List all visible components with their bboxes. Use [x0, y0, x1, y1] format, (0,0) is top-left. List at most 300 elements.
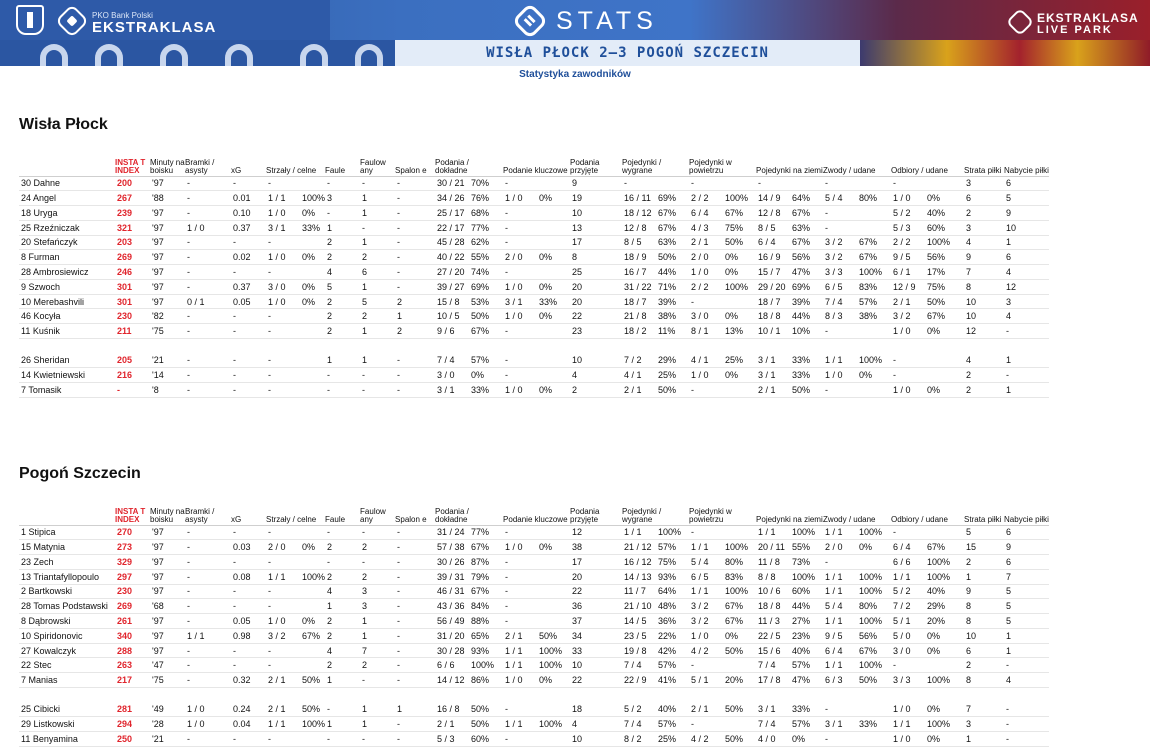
cell-offsides: - — [395, 220, 435, 235]
header-col-ground-duels[interactable]: Pojedynki na ziemi — [756, 498, 823, 525]
cell-player[interactable]: 7 Manias — [19, 673, 115, 688]
percent-value: 100% — [725, 193, 749, 204]
percent-value: 77% — [471, 222, 490, 233]
cell-tackles — [891, 383, 964, 398]
fraction-value: 2 / 1 — [268, 675, 286, 686]
percent-value: 67% — [725, 615, 744, 626]
header-col-fouls[interactable]: Faule — [325, 149, 360, 176]
cell-duels — [622, 614, 689, 629]
percent-value: 100% — [539, 660, 563, 671]
header-col-dribbles[interactable]: Zwody / udane — [823, 498, 891, 525]
percent-value: 40% — [658, 704, 677, 715]
cell-player[interactable]: 7 Tomasik — [19, 383, 115, 398]
cell-key-passes — [503, 324, 570, 339]
cell-shots — [266, 658, 325, 673]
fraction-value: 2 / 1 — [691, 704, 709, 715]
cell-player[interactable]: 22 Stec — [19, 658, 115, 673]
cell-ball-loss: 3 — [964, 220, 1004, 235]
cell-duels — [622, 658, 689, 673]
fraction-value: 7 / 4 — [624, 719, 642, 730]
header-col-ball-loss[interactable]: Strata piłki — [964, 149, 1004, 176]
cell-ball-gain: 1 — [1004, 628, 1049, 643]
cell-offsides: - — [395, 673, 435, 688]
percent-value: 44% — [792, 601, 811, 612]
percent-value: 44% — [658, 266, 677, 277]
header-col-dribbles[interactable]: Zwody / udane — [823, 149, 891, 176]
cell-shots — [266, 368, 325, 383]
cell-player[interactable]: 11 Benyamina — [19, 732, 115, 747]
percent-value: 63% — [658, 237, 677, 248]
cell-shots — [266, 294, 325, 309]
header-col-index[interactable]: INSTA T INDEX — [115, 498, 150, 525]
header-col-offsides[interactable]: Spalon e — [395, 498, 435, 525]
cell-offsides: 1 — [395, 309, 435, 324]
fraction-value: 19 / 8 — [624, 645, 647, 656]
fraction-value: 2 / 0 — [268, 542, 286, 553]
cell-goals-assists: - — [185, 614, 231, 629]
percent-value: 80% — [859, 193, 878, 204]
fraction-value: 1 / 0 — [893, 734, 911, 745]
fraction-value: 11 / 7 — [624, 586, 646, 597]
header-col-ball-gain[interactable]: Nabycie piłki — [1004, 498, 1049, 525]
cell-ball-loss: 6 — [964, 191, 1004, 206]
cell-duels — [622, 525, 689, 540]
cell-shots — [266, 279, 325, 294]
cell-aerial-duels — [689, 353, 756, 368]
cell-player[interactable]: 25 Cibicki — [19, 702, 115, 717]
header-col-tackles[interactable]: Odbiory / udane — [891, 149, 964, 176]
cell-passes-received: 17 — [570, 555, 622, 570]
brand-name: EKSTRAKLASA — [92, 19, 217, 36]
cell-goals-assists: - — [185, 265, 231, 280]
header-col-player[interactable] — [19, 498, 115, 525]
cell-passes — [435, 702, 503, 717]
cell-minutes: '97 — [150, 206, 185, 221]
cell-player[interactable]: 46 Kocyła — [19, 309, 115, 324]
cell-player[interactable]: 10 Spiridonovic — [19, 628, 115, 643]
cell-minutes: '97 — [150, 250, 185, 265]
fraction-value: - — [691, 385, 695, 396]
header-col-duels[interactable]: Pojedynki / wygrane — [622, 149, 689, 176]
cell-tackles — [891, 658, 964, 673]
cell-aerial-duels — [689, 235, 756, 250]
cell-shots — [266, 643, 325, 658]
cell-fouls: 2 — [325, 628, 360, 643]
header-col-fouls[interactable]: Faule — [325, 498, 360, 525]
header-col-key-passes[interactable]: Podanie kluczowe — [503, 498, 570, 525]
cell-shots — [266, 732, 325, 747]
percent-value: 0% — [539, 193, 553, 204]
cell-player[interactable]: 18 Uryga — [19, 206, 115, 221]
cell-index: 239 — [115, 206, 150, 221]
fraction-value: - — [268, 266, 271, 277]
fraction-value: 12 / 8 — [624, 222, 647, 233]
cell-dribbles — [823, 176, 891, 191]
percent-value: 20% — [927, 615, 946, 626]
cell-player[interactable]: 30 Dahne — [19, 176, 115, 191]
cell-aerial-duels — [689, 250, 756, 265]
table-row — [19, 265, 1049, 280]
cell-player[interactable]: 15 Matynia — [19, 540, 115, 555]
header-col-ball-loss[interactable]: Strata piłki — [964, 498, 1004, 525]
percent-value: 50% — [725, 237, 744, 248]
percent-value: 50% — [539, 630, 558, 641]
cell-player[interactable]: 14 Kwietniewski — [19, 368, 115, 383]
cell-passes-received: 33 — [570, 643, 622, 658]
percent-value: 100% — [539, 645, 563, 656]
cell-passes — [435, 294, 503, 309]
cell-player[interactable]: 23 Zech — [19, 555, 115, 570]
header-col-passes-received[interactable]: Podania przyjęte — [570, 498, 622, 525]
cell-aerial-duels — [689, 309, 756, 324]
table-row — [19, 717, 1049, 732]
percent-value: 69% — [471, 281, 490, 292]
fraction-value: 3 / 0 — [893, 645, 911, 656]
table-row — [19, 250, 1049, 265]
table-row — [19, 658, 1049, 673]
cell-key-passes — [503, 206, 570, 221]
cell-player[interactable]: 10 Merebashvili — [19, 294, 115, 309]
fraction-value: 1 / 0 — [893, 704, 911, 715]
percent-value: 38% — [859, 311, 878, 322]
cell-ball-loss: 6 — [964, 643, 1004, 658]
cell-ball-gain: 6 — [1004, 250, 1049, 265]
cell-fouled: 3 — [360, 599, 395, 614]
cell-xg: - — [231, 309, 266, 324]
cell-player[interactable]: 28 Tomas Podstawski — [19, 599, 115, 614]
cell-ground-duels — [756, 717, 823, 732]
percent-value: 100% — [792, 527, 816, 538]
cell-dribbles — [823, 279, 891, 294]
cell-fouls: - — [325, 702, 360, 717]
cell-player[interactable]: 9 Szwoch — [19, 279, 115, 294]
fraction-value: 27 / 20 — [437, 266, 465, 277]
live-park-logo-icon[interactable] — [1006, 8, 1034, 36]
cell-dribbles — [823, 732, 891, 747]
fraction-value: 6 / 5 — [825, 281, 843, 292]
cell-offsides: - — [395, 555, 435, 570]
percent-value: 33% — [539, 296, 558, 307]
row-separator — [19, 687, 1049, 702]
cell-ball-gain: 6 — [1004, 555, 1049, 570]
match-title: WISŁA PŁOCK 2–3 POGOŃ SZCZECIN — [486, 45, 769, 61]
fraction-value: - — [825, 556, 829, 567]
team-name: Pogoń Szczecin — [19, 465, 141, 482]
fraction-value: 8 / 2 — [624, 734, 642, 745]
percent-value: 47% — [792, 266, 811, 277]
cell-player[interactable]: 25 Rzeźniczak — [19, 220, 115, 235]
cell-ball-gain: 5 — [1004, 584, 1049, 599]
table-row — [19, 235, 1049, 250]
cell-ground-duels — [756, 673, 823, 688]
fraction-value: 1 / 1 — [893, 719, 911, 730]
live-park-label: LIVE PARK — [1037, 24, 1113, 36]
cell-player[interactable]: 29 Listkowski — [19, 717, 115, 732]
stats-logo-icon[interactable] — [512, 3, 549, 40]
percent-value: 76% — [471, 193, 490, 204]
percent-value: 0% — [471, 370, 485, 381]
fraction-value: 2 / 1 — [437, 719, 455, 730]
fraction-value: 12 / 9 — [893, 281, 916, 292]
fraction-value: 1 / 0 — [505, 193, 523, 204]
percent-value: 75% — [725, 222, 744, 233]
cell-minutes: '28 — [150, 717, 185, 732]
header-col-ball-gain[interactable]: Nabycie piłki — [1004, 149, 1049, 176]
cell-shots — [266, 191, 325, 206]
percent-value: 67% — [725, 207, 744, 218]
team-name: Wisła Płock — [19, 116, 108, 133]
fraction-value: 1 / 0 — [893, 385, 911, 396]
cell-index: 297 — [115, 569, 150, 584]
header-col-xg[interactable]: xG — [231, 149, 266, 176]
header-col-fouled[interactable]: Faulow any — [360, 498, 395, 525]
cell-duels — [622, 324, 689, 339]
cell-fouls: 4 — [325, 265, 360, 280]
percent-value: 100% — [859, 660, 883, 671]
fraction-value: 16 / 7 — [624, 266, 647, 277]
table-row — [19, 599, 1049, 614]
percent-value: 67% — [302, 630, 321, 641]
cell-ball-loss: 12 — [964, 324, 1004, 339]
header-col-aerial-duels[interactable]: Pojedynki w powietrzu — [689, 498, 756, 525]
fraction-value: - — [505, 527, 509, 538]
cell-offsides: - — [395, 383, 435, 398]
table-row — [19, 279, 1049, 294]
cell-ball-gain: 6 — [1004, 525, 1049, 540]
cell-offsides: - — [395, 569, 435, 584]
cell-dribbles — [823, 614, 891, 629]
cell-player[interactable]: 2 Bartkowski — [19, 584, 115, 599]
header-col-goals-assists[interactable]: Bramki / asysty — [185, 149, 231, 176]
cell-index: 270 — [115, 525, 150, 540]
fraction-value: 6 / 6 — [437, 660, 455, 671]
cell-index: 211 — [115, 324, 150, 339]
percent-value: 0% — [725, 266, 739, 277]
cell-shots — [266, 702, 325, 717]
header-col-xg[interactable]: xG — [231, 498, 266, 525]
cell-ball-loss: 10 — [964, 628, 1004, 643]
cell-minutes: '75 — [150, 673, 185, 688]
cell-ground-duels — [756, 732, 823, 747]
cell-aerial-duels — [689, 702, 756, 717]
cell-ball-gain: 9 — [1004, 540, 1049, 555]
header-col-player[interactable] — [19, 149, 115, 176]
cell-xg: - — [231, 643, 266, 658]
cell-minutes: '21 — [150, 353, 185, 368]
cell-duels — [622, 383, 689, 398]
fraction-value: 3 / 2 — [825, 237, 843, 248]
cell-ball-loss: 7 — [964, 265, 1004, 280]
cell-tackles — [891, 599, 964, 614]
cell-tackles — [891, 540, 964, 555]
header-col-ground-duels[interactable]: Pojedynki na ziemi — [756, 149, 823, 176]
percent-value: 100% — [927, 556, 951, 567]
cell-ball-loss: 8 — [964, 599, 1004, 614]
cell-shots — [266, 206, 325, 221]
cell-player[interactable]: 8 Furman — [19, 250, 115, 265]
cell-xg: - — [231, 324, 266, 339]
percent-value: 56% — [927, 252, 946, 263]
cell-minutes: '97 — [150, 265, 185, 280]
percent-value: 93% — [471, 645, 490, 656]
fraction-value: - — [505, 734, 509, 745]
cell-ball-loss: 1 — [964, 732, 1004, 747]
fraction-value: - — [893, 355, 897, 366]
fraction-value: 1 / 1 — [825, 660, 843, 671]
cell-offsides: - — [395, 235, 435, 250]
header-col-aerial-duels[interactable]: Pojedynki w powietrzu — [689, 149, 756, 176]
cell-goals-assists: - — [185, 368, 231, 383]
cell-ball-gain: 5 — [1004, 191, 1049, 206]
percent-value: 100% — [859, 571, 883, 582]
fraction-value: 15 / 7 — [758, 266, 781, 277]
cell-player[interactable]: 8 Dąbrowski — [19, 614, 115, 629]
cell-xg: 0.37 — [231, 279, 266, 294]
cell-fouled: - — [360, 368, 395, 383]
cell-offsides: - — [395, 584, 435, 599]
fraction-value: - — [505, 326, 509, 337]
fraction-value: 1 / 1 — [825, 527, 843, 538]
cell-ball-gain: 1 — [1004, 353, 1049, 368]
cell-player[interactable]: 20 Stefańczyk — [19, 235, 115, 250]
percent-value: 100% — [725, 281, 749, 292]
cell-ground-duels — [756, 368, 823, 383]
cell-duels — [622, 702, 689, 717]
percent-value: 0% — [927, 645, 941, 656]
percent-value: 25% — [725, 355, 744, 366]
cell-duels — [622, 717, 689, 732]
percent-value: 56% — [792, 252, 811, 263]
header-col-minutes[interactable]: Minuty na boisku — [150, 498, 185, 525]
cell-key-passes — [503, 191, 570, 206]
header-col-passes[interactable]: Podania / dokładne — [435, 149, 503, 176]
fraction-value: 46 / 31 — [437, 586, 465, 597]
fraction-value: 3 / 0 — [437, 370, 455, 381]
header-col-fouled[interactable]: Faulow any — [360, 149, 395, 176]
cell-player[interactable]: 28 Ambrosiewicz — [19, 265, 115, 280]
cell-aerial-duels — [689, 206, 756, 221]
header-col-duels[interactable]: Pojedynki / wygrane — [622, 498, 689, 525]
header-col-tackles[interactable]: Odbiory / udane — [891, 498, 964, 525]
percent-value: 67% — [859, 237, 878, 248]
cell-key-passes — [503, 599, 570, 614]
percent-value: 77% — [471, 527, 490, 538]
cell-player[interactable]: 13 Triantafyllopoulo — [19, 569, 115, 584]
table-row — [19, 368, 1049, 383]
cell-ground-duels — [756, 628, 823, 643]
percent-value: 0% — [927, 193, 941, 204]
cell-player[interactable]: 27 Kowalczyk — [19, 643, 115, 658]
header-col-index[interactable]: INSTA T INDEX — [115, 149, 150, 176]
cell-ball-gain: 5 — [1004, 599, 1049, 614]
cell-ball-loss: 8 — [964, 614, 1004, 629]
cell-shots — [266, 628, 325, 643]
header-col-shots[interactable]: Strzały / celne — [266, 149, 325, 176]
cell-player[interactable]: 26 Sheridan — [19, 353, 115, 368]
cell-player[interactable]: 24 Angel — [19, 191, 115, 206]
brand-sponsor: PKO Bank Polski — [92, 11, 153, 20]
fraction-value: 14 / 9 — [758, 193, 781, 204]
header-col-offsides[interactable]: Spalon e — [395, 149, 435, 176]
row-separator — [19, 338, 1049, 353]
cell-duels — [622, 206, 689, 221]
header-col-key-passes[interactable]: Podanie kluczowe — [503, 149, 570, 176]
header-col-passes-received[interactable]: Podania przyjęte — [570, 149, 622, 176]
header-col-shots[interactable]: Strzały / celne — [266, 498, 325, 525]
cell-duels — [622, 309, 689, 324]
cell-fouls: 4 — [325, 643, 360, 658]
fraction-value: 21 / 10 — [624, 601, 652, 612]
table-row — [19, 584, 1049, 599]
fraction-value: 21 / 12 — [624, 542, 652, 553]
percent-value: 57% — [658, 660, 677, 671]
percent-value: 33% — [859, 719, 878, 730]
percent-value: 27% — [792, 615, 811, 626]
fraction-value: 3 / 3 — [825, 266, 843, 277]
fraction-value: 3 / 0 — [691, 311, 709, 322]
percent-value: 33% — [792, 704, 811, 715]
cell-fouls: - — [325, 732, 360, 747]
fraction-value: 6 / 1 — [893, 266, 911, 277]
cell-passes-received: 17 — [570, 235, 622, 250]
fraction-value: 5 / 2 — [624, 704, 642, 715]
header-col-minutes[interactable]: Minuty na boisku — [150, 149, 185, 176]
cell-goals-assists: - — [185, 643, 231, 658]
cell-ground-duels — [756, 309, 823, 324]
fraction-value: 11 / 3 — [758, 615, 780, 626]
cell-player[interactable]: 1 Stipica — [19, 525, 115, 540]
fraction-value: - — [505, 355, 509, 366]
cell-fouled: - — [360, 732, 395, 747]
cell-aerial-duels — [689, 368, 756, 383]
fraction-value: 3 / 1 — [758, 370, 776, 381]
cell-ball-gain: - — [1004, 324, 1049, 339]
cell-xg: 0.24 — [231, 702, 266, 717]
cell-duels — [622, 250, 689, 265]
club-logo-icon[interactable] — [16, 5, 44, 35]
cell-passes-received: 8 — [570, 250, 622, 265]
header-col-passes[interactable]: Podania / dokładne — [435, 498, 503, 525]
cell-passes — [435, 206, 503, 221]
cell-xg: - — [231, 584, 266, 599]
fraction-value: 1 / 1 — [758, 527, 776, 538]
cell-xg: - — [231, 555, 266, 570]
percent-value: 0% — [302, 252, 316, 263]
fraction-value: 3 / 3 — [893, 675, 911, 686]
fraction-value: 4 / 1 — [624, 370, 642, 381]
header-col-goals-assists[interactable]: Bramki / asysty — [185, 498, 231, 525]
percent-value: 0% — [302, 207, 316, 218]
fraction-value: 5 / 0 — [893, 630, 911, 641]
cell-shots — [266, 717, 325, 732]
cell-minutes: '8 — [150, 383, 185, 398]
cell-tackles — [891, 220, 964, 235]
cell-goals-assists: - — [185, 383, 231, 398]
cell-player[interactable]: 11 Kuśnik — [19, 324, 115, 339]
cell-shots — [266, 569, 325, 584]
cell-goals-assists: 1 / 0 — [185, 220, 231, 235]
cell-dribbles — [823, 383, 891, 398]
fraction-value: 1 / 0 — [825, 370, 843, 381]
fraction-value: 10 / 6 — [758, 586, 781, 597]
cell-xg: - — [231, 353, 266, 368]
cell-xg: 0.08 — [231, 569, 266, 584]
cell-goals-assists: - — [185, 353, 231, 368]
percent-value: 0% — [539, 542, 553, 553]
cell-index: 301 — [115, 294, 150, 309]
percent-value: 57% — [792, 719, 811, 730]
cell-ball-loss: 2 — [964, 368, 1004, 383]
